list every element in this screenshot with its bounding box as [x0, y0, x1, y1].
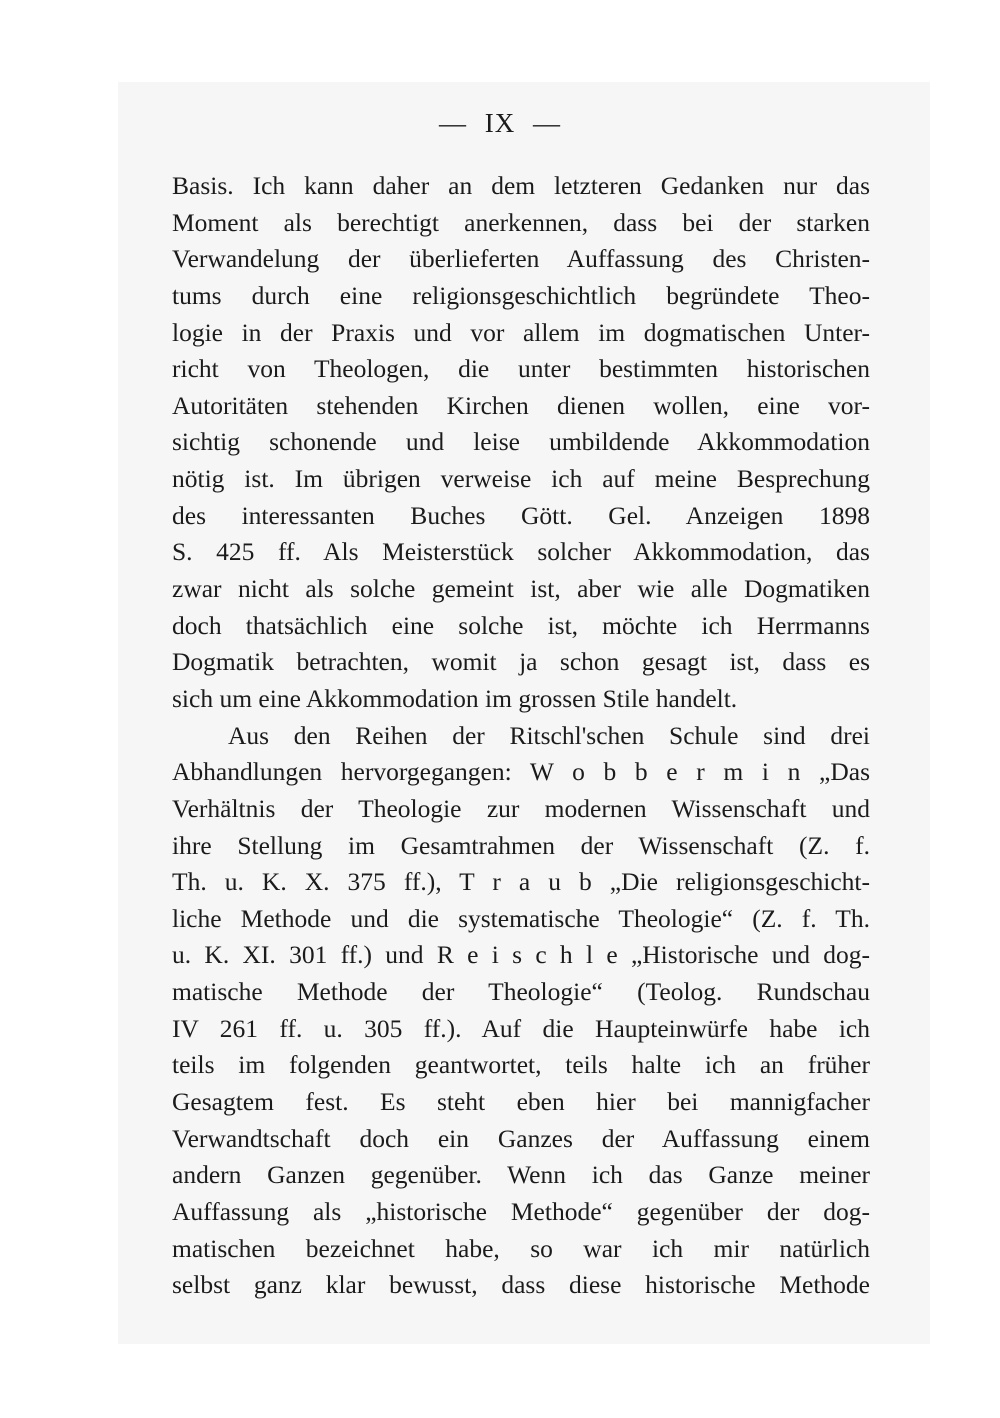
text-line: Auffassung als „historische Methode“ gegenüber der dog- — [172, 1196, 870, 1226]
text-line: Basis. Ich kann daher an dem letzteren Gedanken nur das — [172, 171, 870, 200]
page-number: IX — [484, 108, 516, 138]
text-line: matische Methode der Theologie“ (Teolog. Rundschau — [172, 977, 870, 1007]
text-line: logie in der Praxis und vor allem im dogmatischen Unter- — [172, 317, 870, 347]
text-line: teils im folgenden geantwortet, teils halte ich an früher — [172, 1050, 870, 1080]
body-text — [172, 168, 870, 1304]
text-line: Abhandlungen hervorgegangen: W o b b e r m i n „Das — [172, 757, 870, 787]
paragraph-start-line: Aus den Reihen der Ritschl'schen Schule sind drei — [228, 720, 870, 750]
text-line: Verwandelung der überlieferten Auffassung des Christen- — [172, 244, 870, 274]
text-line: IV 261 ff. u. 305 ff.). Auf die Haupteinwürfe habe ich — [172, 1013, 870, 1043]
text-line: ihre Stellung im Gesamtrahmen der Wissenschaft (Z. f. — [172, 830, 870, 860]
text-line: tums durch eine religionsgeschichtlich begründete Theo- — [172, 280, 870, 310]
text-line: andern Ganzen gegenüber. Wenn ich das Ganze meiner — [172, 1160, 870, 1190]
text-line: Autoritäten stehenden Kirchen dienen wollen, eine vor- — [172, 390, 870, 420]
text-line: Moment als berechtigt anerkennen, dass bei der starken — [172, 207, 870, 237]
paragraph-end-line: sich um eine Akkommodation im grossen Stile handelt. — [172, 683, 738, 713]
text-line: doch thatsächlich eine solche ist, möchte ich Herrmanns — [172, 610, 870, 640]
text-line: Verhältnis der Theologie zur modernen Wissenschaft und — [172, 793, 870, 823]
text-line: selbst ganz klar bewusst, dass diese historische Methode — [172, 1270, 870, 1300]
text-line: des interessanten Buches Gött. Gel. Anzeigen 1898 — [172, 500, 870, 530]
text-line: Th. u. K. X. 375 ff.), T r a u b „Die religionsgeschicht- — [172, 867, 870, 897]
text-line: Gesagtem fest. Es steht eben hier bei mannigfacher — [172, 1087, 870, 1117]
text-line: Verwandtschaft doch ein Ganzes der Auffassung einem — [172, 1123, 870, 1153]
text-line: richt von Theologen, die unter bestimmten historischen — [172, 354, 870, 384]
text-line: Dogmatik betrachten, womit ja schon gesagt ist, dass es — [172, 647, 870, 677]
text-line: zwar nicht als solche gemeint ist, aber wie alle Dogmatiken — [172, 574, 870, 604]
header-dash-left: — — [439, 108, 467, 138]
text-line: u. K. XI. 301 ff.) und R e i s c h l e „Historische und dog- — [172, 940, 870, 970]
page-number-header — [0, 108, 1000, 139]
text-line: sichtig schonende und leise umbildende Akkommodation — [172, 427, 870, 457]
text-line: S. 425 ff. Als Meisterstück solcher Akkommodation, das — [172, 537, 870, 567]
text-line: liche Methode und die systematische Theologie“ (Z. f. Th. — [172, 903, 870, 933]
text-line: matischen bezeichnet habe, so war ich mir natürlich — [172, 1233, 870, 1263]
text-line: nötig ist. Im übrigen verweise ich auf meine Besprechung — [172, 464, 870, 494]
header-dash-right: — — [533, 108, 561, 138]
